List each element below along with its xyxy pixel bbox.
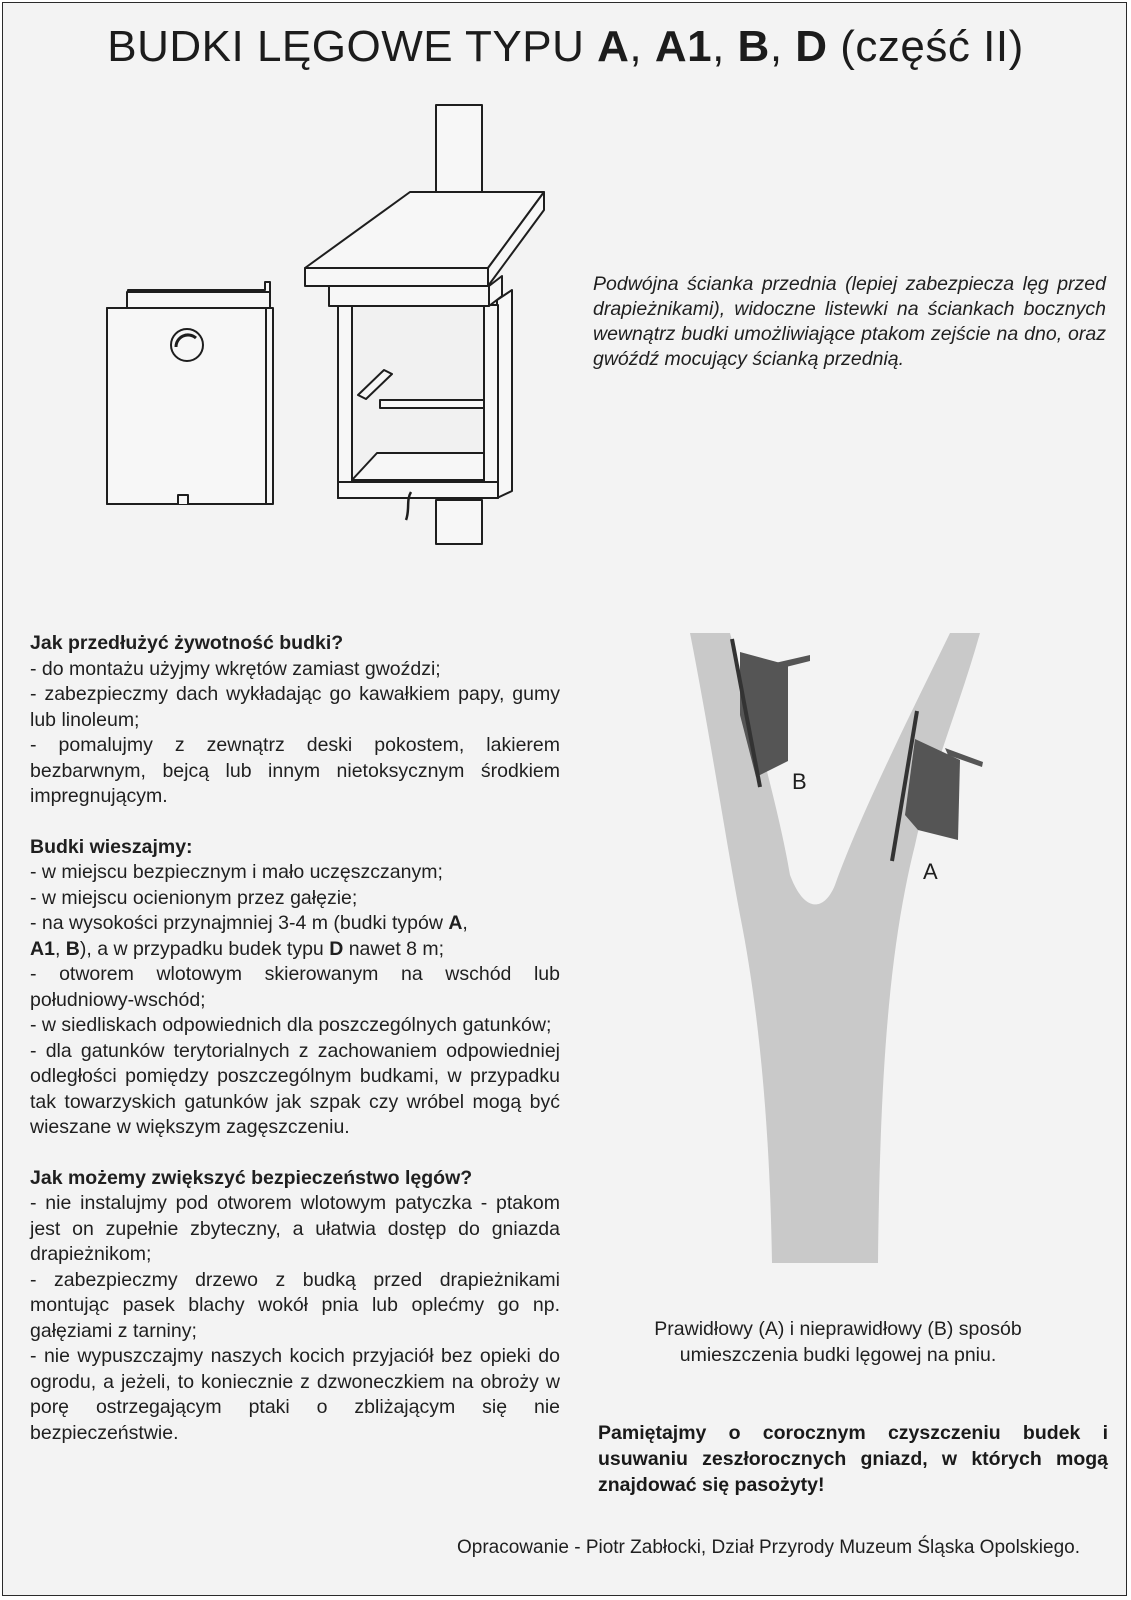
footer-credit: Opracowanie - Piotr Zabłocki, Dział Przyrody Muzeum Śląska Opolskiego. <box>456 1537 1080 1558</box>
cleaning-reminder: Pamiętajmy o corocznym czyszczeniu budek i usuwaniu zeszłorocznych gniazd, w których mogą znajdować się pasożyty! <box>598 1422 1108 1496</box>
tree-trunk <box>690 633 980 1263</box>
list-item: - pomalujmy z zewnątrz deski pokostem, lakierem bezbarwnym, bejcą lub innym nietoksycznym środkiem impregnującym. <box>30 734 560 807</box>
list-item: - zabezpieczmy drzewo z budką przed drapieżnikami montując pasek blachy wokół pnia lub oplećmy go np. gałęziami z tarniny; <box>30 1268 560 1342</box>
list-item: - otworem wlotowym skierowanym na wschód lub południowy-wschód; <box>30 963 560 1011</box>
list-item: - w miejscu bezpiecznym i mało uczęszczanym; <box>30 861 443 883</box>
list-item: - w siedliskach odpowiednich dla poszczególnych gatunków; <box>30 1014 552 1036</box>
list-item-height: - na wysokości przynajmniej 3-4 m (budki typów A, A1, B), a w przypadku budek typu D nawet 8 m; <box>30 912 468 960</box>
birdhouse-caption: Podwójna ścianka przednia (lepiej zabezpiecza lęg przed drapieżnikami), widoczne listewki na ściankach bocznych wewnątrz budki umożliwiające ptakom zejście na dno, oraz gwóźdź mocujący ścianką przednią. <box>593 273 1106 370</box>
front-panel <box>107 282 273 504</box>
mounting-post <box>436 105 482 195</box>
section-heading: Budki wieszajmy: <box>30 835 193 858</box>
tree-illustration <box>660 615 1060 1295</box>
page-title: BUDKI LĘGOWE TYPU A, A1, B, D (część II) <box>107 22 1024 71</box>
list-item: - dla gatunków terytorialnych z zachowaniem odpowiedniej odległości pomiędzy poszczególnym budkami, w przypadku tak towarzyskich gatunków jak szpak czy wróbel mogą być wieszane w większym zagęszczeniu. <box>30 1039 560 1138</box>
list-item: - nie instalujmy pod otworem wlotowym patyczka - ptakom jest on zupełnie zbyteczny, a ułatwia dostęp do gniazda drapieżnikom; <box>30 1192 560 1265</box>
section-safety <box>30 1166 560 1447</box>
section-lifespan <box>30 631 560 810</box>
list-item: - do montażu użyjmy wkrętów zamiast gwoździ; <box>30 657 441 680</box>
label-a: A <box>923 859 938 884</box>
birdhouse-illustration <box>100 100 570 560</box>
section-heading: Jak przedłużyć żywotność budki? <box>30 632 344 654</box>
label-b: B <box>792 769 807 794</box>
advice-column <box>30 631 560 1471</box>
list-item: - nie wypuszczajmy naszych kocich przyjaciół bez opieki do ogrodu, a jeżeli, to koniecznie z dzwoneczkiem na obroży w porę ostrzegającym ptaki o zbliżającym się nie bezpieczeństwie. <box>30 1345 560 1444</box>
section-heading: Jak możemy zwiększyć bezpieczeństwo lęgów? <box>30 1166 473 1189</box>
list-item: - w miejscu ocienionym przez gałęzie; <box>30 886 358 909</box>
tree-caption: Prawidłowy (A) i nieprawidłowy (B) sposób umieszczenia budki lęgowej na pniu. <box>654 1318 1022 1366</box>
section-hanging <box>30 835 560 1141</box>
list-item: - zabezpieczmy dach wykładając go kawałkiem papy, gumy lub linoleum; <box>30 683 560 731</box>
